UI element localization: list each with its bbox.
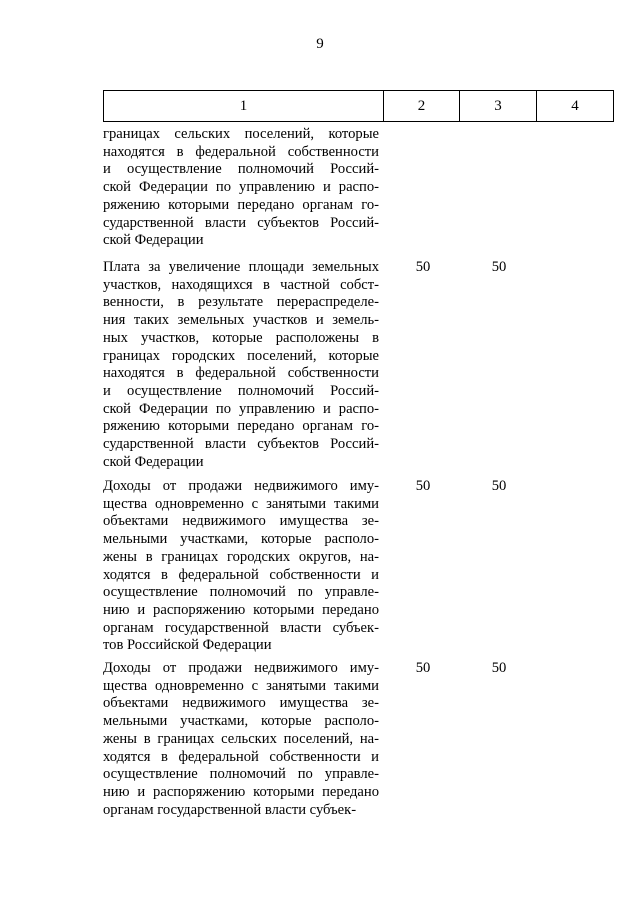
description-line: находятся в федеральной собственности — [103, 143, 379, 160]
table-header — [103, 90, 614, 122]
description-line: осуществление полномочий по управле- — [103, 584, 379, 601]
row-value-col2: 50 — [415, 478, 431, 494]
description-line: ряжению которыми передано органам го- — [103, 196, 379, 213]
description-line: ния таких земельных участков и земель- — [103, 312, 379, 329]
description-line: ской Федерации — [103, 453, 204, 470]
description-line: жены в границах городских округов, на- — [103, 548, 379, 565]
description-line: находятся в федеральной собственности — [103, 365, 379, 382]
row-value-col2: 50 — [415, 660, 431, 676]
description-line: и осуществление полномочий Россий- — [103, 382, 379, 399]
description-line: венности, в результате перераспределе- — [103, 294, 379, 311]
row-value-col3: 50 — [491, 478, 507, 494]
description-line: сударственной власти субъектов Россий- — [103, 436, 379, 453]
description-line: органам государственной власти субъек- — [103, 801, 357, 818]
row-value-col3: 50 — [491, 660, 507, 676]
description-line: участков, находящихся в частной собст- — [103, 276, 379, 293]
page-number: 9 — [316, 36, 324, 52]
row-description — [103, 259, 379, 471]
description-line: границах городских поселений, которые — [103, 347, 379, 364]
description-line: и осуществление полномочий Россий- — [103, 161, 379, 178]
description-line: органам государственной власти субъек- — [103, 619, 379, 636]
description-line: ных участков, которые расположены в — [103, 329, 379, 346]
description-line: нию и распоряжению которыми передано — [103, 601, 379, 618]
description-line: сударственной власти субъектов Россий- — [103, 214, 379, 231]
description-line: ходятся в федеральной собственности и — [103, 566, 379, 583]
description-line: ходятся в федеральной собственности и — [103, 748, 379, 765]
description-line: мельными участками, которые располо- — [103, 713, 379, 730]
description-line: Доходы от продажи недвижимого иму- — [103, 660, 379, 676]
description-line: границах сельских поселений, которые — [103, 126, 379, 142]
description-line: тов Российской Федерации — [103, 637, 272, 654]
description-line: осуществление полномочий по управле- — [103, 766, 379, 783]
description-line: ской Федерации по управлению и распо- — [103, 400, 379, 417]
table-header-col-4: 4 — [571, 98, 579, 114]
description-line: Плата за увеличение площади земельных — [103, 259, 379, 275]
row-description — [103, 660, 379, 819]
table-header-col-1: 1 — [104, 91, 384, 121]
row-description — [103, 478, 379, 655]
row-value-col3: 50 — [491, 259, 507, 275]
description-line: мельными участками, которые располо- — [103, 531, 379, 548]
description-line: щества одновременно с занятыми такими — [103, 495, 379, 512]
table-header-col-3: 3 — [460, 91, 537, 121]
description-line: нию и распоряжению которыми передано — [103, 783, 379, 800]
description-line: ской Федерации — [103, 232, 204, 249]
description-line: Доходы от продажи недвижимого иму- — [103, 478, 379, 494]
row-description — [103, 126, 379, 250]
description-line: объектами недвижимого имущества зе- — [103, 513, 379, 530]
row-value-col2: 50 — [415, 259, 431, 275]
description-line: щества одновременно с занятыми такими — [103, 677, 379, 694]
description-line: объектами недвижимого имущества зе- — [103, 695, 379, 712]
description-line: ряжению которыми передано органам го- — [103, 418, 379, 435]
description-line: ской Федерации по управлению и распо- — [103, 179, 379, 196]
table-header-col-2: 2 — [384, 91, 460, 121]
description-line: жены в границах сельских поселений, на- — [103, 730, 379, 747]
